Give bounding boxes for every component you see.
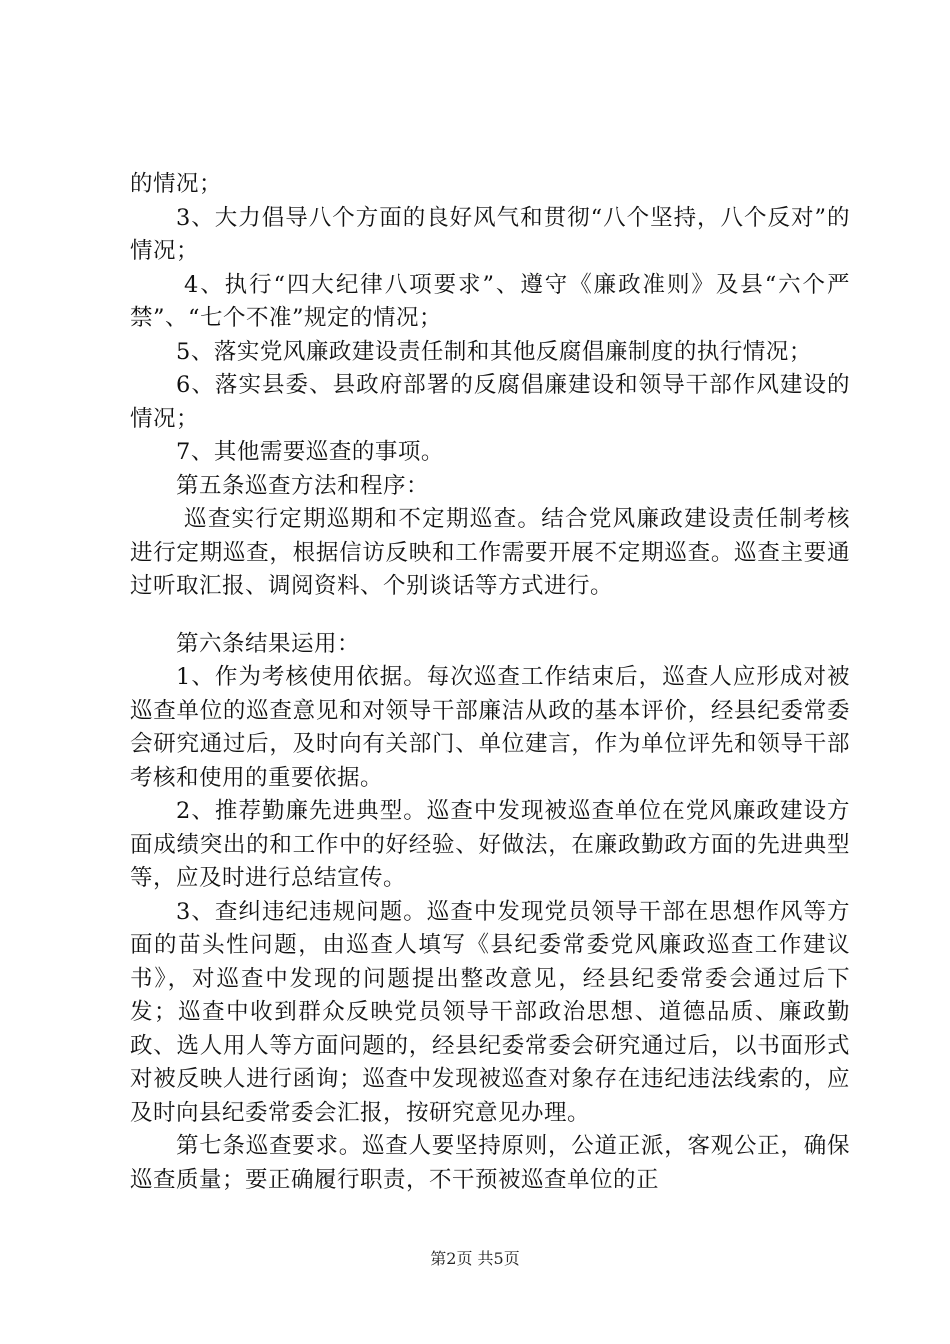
paragraph: 1、作为考核使用依据。每次巡查工作结束后，巡查人应形成对被巡查单位的巡查意见和对领导干部廉洁从政的基本评价，经县纪委常委会研究通过后，及时向有关部门、单位建言，作为单位评先和领导干部考核和使用的重要依据。: [130, 664, 850, 791]
paragraph: 巡查实行定期巡期和不定期巡查。结合党风廉政建设责任制考核进行定期巡查，根据信访反映和工作需要开展不定期巡查。巡查主要通过听取汇报、调阅资料、个别谈话等方式进行。: [130, 506, 850, 599]
paragraph: 3、大力倡导八个方面的良好风气和贯彻“八个坚持，八个反对”的情况；: [130, 204, 850, 264]
paragraph: 6、落实县委、县政府部署的反腐倡廉建设和领导干部作风建设的情况；: [130, 372, 850, 432]
paragraph: 3、查纠违纪违规问题。巡查中发现党员领导干部在思想作风等方面的苗头性问题，由巡查人填写《县纪委常委党风廉政巡查工作建议书》，对巡查中发现的问题提出整改意见，经县纪委常委会通过后下发；巡查中收到群众反映党员领导干部政治思想、道德品质、廉政勤政、选人用人等方面问题的，经县纪委常委会研究通过后，以书面形式对被反映人进行函询；巡查中发现被巡查对象存在违纪违法线索的，应及时向县纪委常委会汇报，按研究意见办理。: [130, 898, 850, 1126]
paragraph: 2、推荐勤廉先进典型。巡查中发现被巡查单位在党风廉政建设方面成绩突出的和工作中的好经验、好做法，在廉政勤政方面的先进典型等，应及时进行总结宣传。: [130, 798, 850, 891]
page-number-footer: 第2页 共5页: [430, 1249, 520, 1268]
paragraph: 第七条巡查要求。巡查人要坚持原则，公道正派，客观公正，确保巡查质量；要正确履行职责，不干预被巡查单位的正: [130, 1133, 850, 1193]
section-heading: 第六条结果运用：: [176, 630, 361, 657]
paragraph-gap: [130, 604, 850, 628]
paragraph: 7、其他需要巡查的事项。: [176, 439, 444, 465]
document-body: [130, 168, 850, 1197]
paragraph: 5、落实党风廉政建设责任制和其他反腐倡廉制度的执行情况；: [176, 338, 812, 365]
paragraph: 的情况；: [130, 171, 223, 197]
section-heading: 第五条巡查方法和程序：: [176, 472, 430, 499]
paragraph: 4、执行“四大纪律八项要求”、遵守《廉政准则》及县“六个严禁”、“七个不准”规定的情况；: [130, 271, 850, 331]
